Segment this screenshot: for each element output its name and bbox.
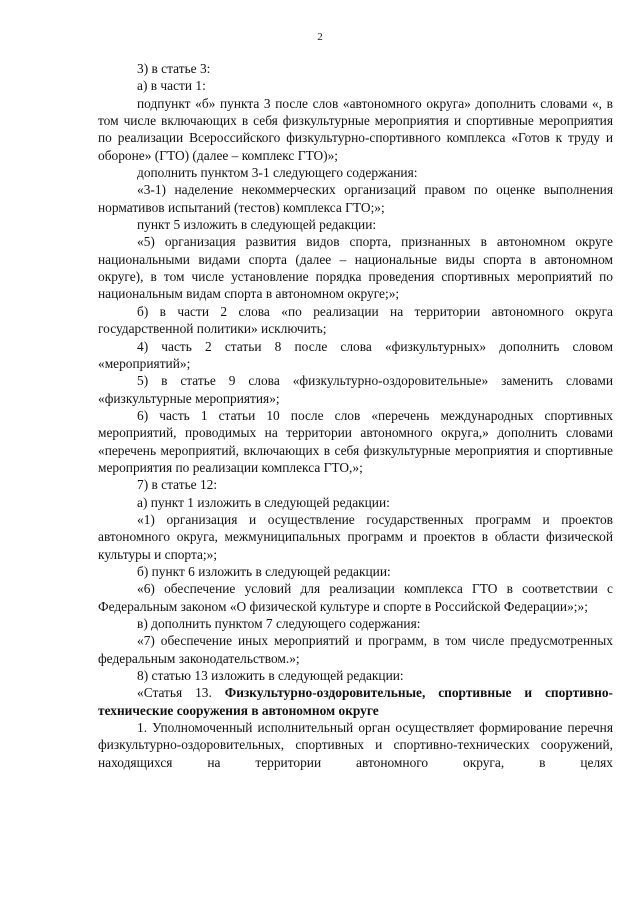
paragraph: 4) часть 2 статьи 8 после слова «физкультурных» дополнить словом «мероприятий»;	[98, 338, 613, 371]
paragraph: «6) обеспечение условий для реализации комплекса ГТО в соответствии с Федеральным законом «О физической культуре и спорте в Российской Федерации»;»;	[98, 581, 613, 614]
paragraph: дополнить пунктом 3-1 следующего содержания:	[137, 165, 418, 181]
article-title: Физкультурно-оздоровительные, спортивные и спортивно-технические сооружения в автономном округе	[98, 685, 613, 718]
page-number: 2	[317, 31, 323, 43]
paragraph: 1. Уполномоченный исполнительный орган осуществляет формирование перечня физкультурно-оздоровительных, спортивных и спортивно-технических сооружений, находящихся на территории автономного округа, в целях	[98, 720, 613, 770]
paragraph: 6) часть 1 статьи 10 после слов «перечень международных спортивных мероприятий, проводимых на территории автономного округа,» дополнить словами «перечень мероприятий, включающих в себя физкультурные мероприятия и спортивные мероприятия по реализации комплекса ГТО,»;	[98, 407, 613, 475]
paragraph: 7) в статье 12:	[137, 477, 218, 493]
paragraph: «5) организация развития видов спорта, признанных в автономном округе национальными видами спорта (далее – национальные виды спорта в автономном округе), в том числе установление порядка проведения спортивных мероприятий по национальным видам спорта в автономном округе;»;	[98, 234, 613, 302]
paragraph: а) пункт 1 изложить в следующей редакции:	[137, 494, 390, 510]
paragraph: 5) в статье 9 слова «физкультурно-оздоровительные» заменить словами «физкультурные мероприятия»;	[98, 373, 613, 406]
paragraph: «1) организация и осуществление государственных программ и проектов автономного округа, межмуниципальных программ и проектов в области физической культуры и спорта;»;	[98, 511, 613, 562]
paragraph: в) дополнить пунктом 7 следующего содержания:	[137, 616, 421, 631]
paragraph: 3) в статье 3:	[137, 61, 211, 76]
article-heading	[98, 684, 613, 719]
paragraph: подпункт «б» пункта 3 после слов «автономного округа» дополнить словами «, в том числе включающих в себя физкультурные мероприятия и спортивные мероприятия по реализации Всероссийского физкультурно-спортивного комплекса «Готов к труду и обороне» (ГТО) (далее – комплекс ГТО)»;	[98, 95, 613, 163]
article-lead: «Статья 13.	[137, 685, 212, 701]
paragraph: 8) статью 13 изложить в следующей редакции:	[137, 668, 404, 684]
paragraph: пункт 5 изложить в следующей редакции:	[137, 217, 377, 233]
paragraph: б) пункт 6 изложить в следующей редакции:	[137, 563, 391, 579]
paragraph: а) в части 1:	[137, 78, 206, 94]
paragraph: б) в части 2 слова «по реализации на территории автономного округа государственной политики» исключить;	[98, 303, 613, 337]
document-body	[98, 60, 613, 771]
paragraph: «3-1) наделение некоммерческих организаций правом по оценке выполнения нормативов испытаний (тестов) комплекса ГТО;»;	[98, 182, 613, 215]
paragraph: «7) обеспечение иных мероприятий и программ, в том числе предусмотренных федеральным законодательством.»;	[98, 633, 613, 666]
